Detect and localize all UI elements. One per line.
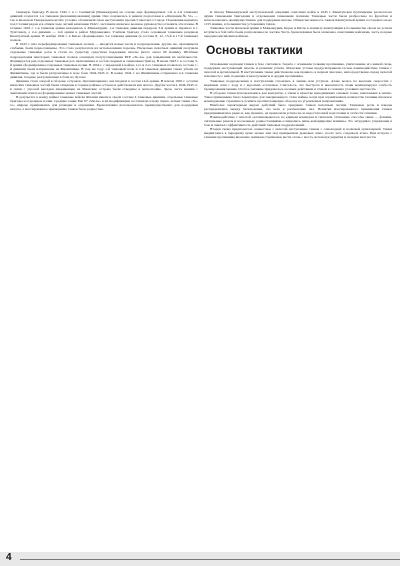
body-paragraph: В результате к концу войны танковые войска Японии имели в своем составе 4 танковые дивизии, отдельные танковые бригады и отдельные полки. Средние танки Тип 97 «Чи-ха» и их модификации составляли основу парка; легкие танки «Ха-го» широко применялись для разведки и охранения. Бронетехника использовалась преимущественно для поддержки пехоты, а массированное применение танков было редкостью.: [10, 94, 198, 112]
body-paragraph: Наиболее характерным видом действий было придание танков пехотным частям. Танковые роты и взводы распределялись между батальонами, что вело к распылению сил. Попытки массированного применения танков предпринимались редко и, как правило, не приносили успеха из-за недостаточной подготовки и слабости техники.: [204, 102, 392, 115]
footer-rule: [20, 559, 400, 560]
section-heading: Основы тактики: [206, 43, 303, 58]
body-paragraph: Дивизия стала опорой в обороне островов. Организационно она входила в состав 14-й армии. В начале 1945 г. остатки японских танковых частей были отведены в горные районы острова и действовали как пехота. Другие части в 1944-1945 гг. в связи с угрозой высадки американцев на Японские острова были отведены в метрополию. Здесь часть машин с экипажами пошла на формирование новых танковых частей.: [10, 78, 198, 95]
body-paragraph: В 1943 г. шло переформирование танковых полков — вводятся новые части и подразделения, другие же, оказавшиеся слабыми, были переоснащены. Это стало результатом их использования порознь. Несколько пехотных дивизий получили отдельные танковые роты и стали по существу средством поддержки пехоты (всего около 60 машин). Штабные подразделения некоторых танковых полков оснащали полугусеничными БТР «Хо-ха» для повышения их мобильности. Формируется ряд отдельных танковых рот, включенных в состав сводных и смешанных бригад. В июне 1943 г. в составе 3-й армии сформированы отдельные танковые полки. В 1944 г. с передачей в войска 1-го и 2-го танковых полков из состава 1-й дивизии были направлены на Филиппины. В том же году 1-й танковый полк и 2-й танковая дивизия также убыли на Филиппины, где и были разгромлены в ходе боев 1944-1945 гг. В конце 1944 г. на Филиппины отправлена 2-я танковая дивизия, позднее разгромленная в боях на Лусоне.: [10, 42, 198, 79]
body-paragraph: танковую бригаду. В июле 1942 г. в г. Сыпингай (Маньчжурия) на основе еще формируемых 1-й и 2-й танковых дивизий создается 1-я танковая (механизированная) армия. Она создавалась в рамках подготовки к «Операции № 51» — так в японском Генеральном штабе условно обозначили план наступления против Советского Союза. Поражения вермахта под Сталинградом и в общем ходе летней кампании 1942 г. заставили японское военное руководство отложить эти планы. В течение 1943 г. 1-я танковая армия находилась в Маньчжурии. 1-я танковая дивизия передала 3-й армии и перешла в г. Тунгэчжоу, а 2-я дивизия — 4-й армии в район Муданьцзяна. Учебная бригада стала основным танковым резервом Квантунской армии. В ноябре 1942 г. в Китае сформирована 3-я танковая дивизия (в составе 8, 12, 13-й и 17-й танковых полков.: [10, 10, 198, 43]
body-paragraph: Вторая схема предполагала совместное с пехотой наступление танков с самоходной и полковой артиллерией. Танки выдвигались к переднему краю ночью или под прикрытием дымовых завес, после чего следовала атака. При встрече с танками противника японские экипажи стремились вести огонь с места, используя укрытия и складки местности.: [204, 127, 392, 140]
body-paragraph: В обороне танки использовались для контратак, а также в качестве неподвижных огневых точек, закопанных в землю. Такое применение было характерно для завершающего этапа войны, когда при ограниченном количестве техники японское командование стремилось усилить противотанковую оборону на угрожаемых направлениях.: [204, 90, 392, 103]
body-paragraph: Взаимодействие с пехотой организовывалось по единым командам и сигналам. Основные способы связи — флажки, сигнальные ракеты и посыльные; радиостанциями оснащались лишь командирские машины. Это затрудняло управление в бою и снижало эффективность действий танковых подразделений.: [204, 114, 392, 128]
body-paragraph: Танковые подразделения в наступлении строились в линию или уступом. Атака велась на высоких скоростях с ведением огня с ходу и с коротких остановок. Считалось, что быстрота и внезапность атаки компенсируют слабость бронирования машин. Особое значение придавалось ночным действиям и атакам в сложных условиях местности.: [204, 78, 392, 91]
body-paragraph: Танковые части японской армии в Маньчжурии, Корее и Китае к моменту капитуляции в большинстве своем не успели вступить в бой либо были разгромлены по частям. Часть бронетехники была захвачена советскими войсками, часть позднее передана китайским войскам.: [204, 26, 392, 39]
page-number: 4: [6, 552, 15, 563]
left-text-column: [10, 10, 198, 542]
body-paragraph: К началу Маньчжурской наступательной операции советских войск в 1945 г. Квантунская группировка располагала двумя танковыми бригадами и отдельными танковыми полками. Танковые части были разбросаны по фронтам и использовались преимущественно для поддержки пехоты. Общая численность танков Квантунской армии составляла около 1155 машин, в большинстве устаревших типов.: [204, 10, 392, 27]
body-paragraph: Основными задачами танков в бою считались: борьба с огневыми точками противника, уничтожение его живой силы, поддержка наступающей пехоты и развитие успеха. Японские уставы предусматривали тесное взаимодействие танков с пехотой и артиллерией. В наступлении танки действовали, как правило, в первом эшелоне, непосредственно перед пехотой или вместе с ней, подавляя огнем пулеметы и орудия противника.: [204, 62, 392, 79]
right-text-column: [204, 10, 392, 550]
